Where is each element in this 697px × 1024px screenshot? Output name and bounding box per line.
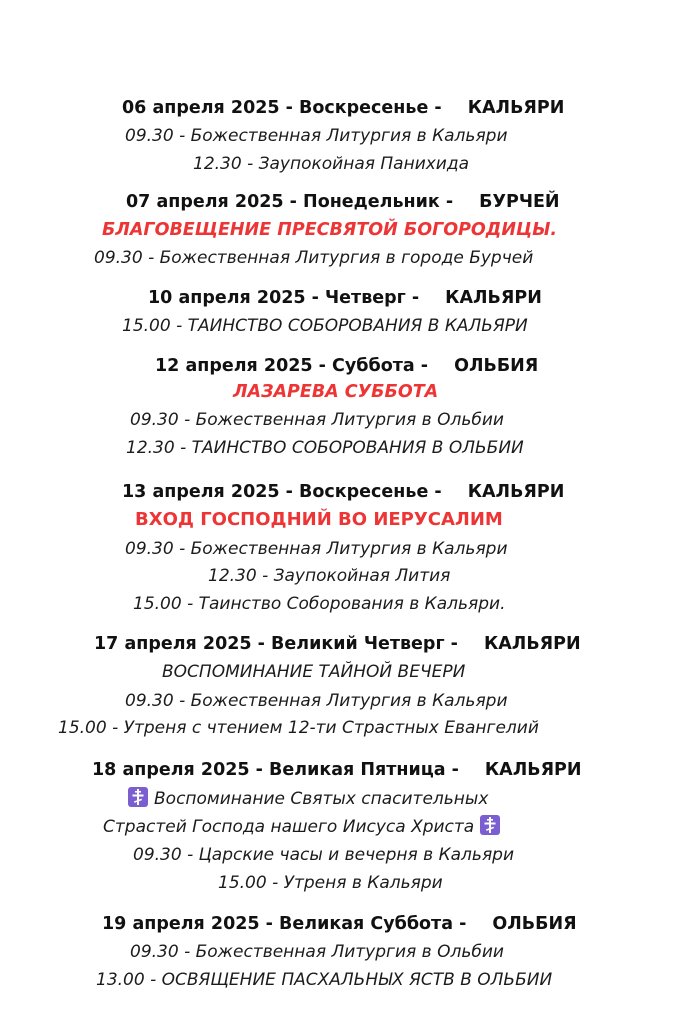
entry-6-service-2: 15.00 - Утреня с чтением 12-ти Страстных Евангелий xyxy=(58,718,539,738)
entry-8-city: ОЛЬБИЯ xyxy=(492,914,577,934)
entry-6-header xyxy=(94,632,581,656)
entry-6-service-1: 09.30 - Божественная Литургия в Кальяри xyxy=(125,691,508,711)
entry-5-service-1: 09.30 - Божественная Литургия в Кальяри xyxy=(125,539,508,559)
entry-5-service-2: 12.30 - Заупокойная Лития xyxy=(208,566,451,586)
entry-3-header xyxy=(148,286,542,310)
entry-4-service-1: 09.30 - Божественная Литургия в Ольбии xyxy=(130,410,504,430)
entry-5-date: 13 апреля 2025 - Воскресенье - xyxy=(122,482,442,502)
entry-5-city: КАЛЬЯРИ xyxy=(467,482,565,502)
entry-2-header xyxy=(126,190,560,214)
entry-4-date: 12 апреля 2025 - Суббота - xyxy=(155,356,429,376)
entry-7-service-1: 09.30 - Царские часы и вечерня в Кальяри xyxy=(133,845,515,865)
entry-2-service-1: 09.30 - Божественная Литургия в городе Бурчей xyxy=(94,248,534,268)
entry-6-city: КАЛЬЯРИ xyxy=(483,634,581,654)
entry-1-date: 06 апреля 2025 - Воскресенье - xyxy=(122,98,442,118)
entry-4-feast: ЛАЗАРЕВА СУББОТА xyxy=(233,382,439,402)
entry-3-date: 10 апреля 2025 - Четверг - xyxy=(148,288,420,308)
entry-1-city: КАЛЬЯРИ xyxy=(467,98,565,118)
orthodox-cross-icon xyxy=(480,815,500,835)
entry-7-feast-text-2: Страстей Господа нашего Иисуса Христа xyxy=(103,817,475,837)
entry-2-city: БУРЧЕЙ xyxy=(479,192,560,212)
page-title-line-1 xyxy=(45,18,697,44)
entry-7-service-2: 15.00 - Утреня в Кальяри xyxy=(218,873,443,893)
entry-6-date: 17 апреля 2025 - Великий Четверг - xyxy=(94,634,458,654)
entry-4-city: ОЛЬБИЯ xyxy=(454,356,539,376)
orthodox-cross-icon xyxy=(128,787,148,807)
entry-8-header xyxy=(102,912,577,936)
entry-6-feast: ВОСПОМИНАНИЕ ТАЙНОЙ ВЕЧЕРИ xyxy=(162,662,466,682)
entry-3-city: КАЛЬЯРИ xyxy=(445,288,542,308)
entry-7-feast-text-1: Воспоминание Святых спасительных xyxy=(154,789,489,809)
entry-7-city: КАЛЬЯРИ xyxy=(484,760,582,780)
entry-3-service-1: 15.00 - ТАИНСТВО СОБОРОВАНИЯ В КАЛЬЯРИ xyxy=(122,316,528,336)
entry-8-service-1: 09.30 - Божественная Литургия в Ольбии xyxy=(130,942,504,962)
entry-2-feast: БЛАГОВЕЩЕНИЕ ПРЕСВЯТОЙ БОГОРОДИЦЫ. xyxy=(102,220,558,240)
entry-1-service-1: 09.30 - Божественная Литургия в Кальяри xyxy=(125,126,508,146)
entry-5-header xyxy=(122,480,564,504)
entry-1-header xyxy=(122,96,564,120)
entry-8-service-2: 13.00 - ОСВЯЩЕНИЕ ПАСХАЛЬНЫХ ЯСТВ В ОЛЬБИИ xyxy=(96,970,553,990)
entry-1-service-2: 12.30 - Заупокойная Панихида xyxy=(193,154,470,174)
entry-7-header xyxy=(92,758,582,782)
entry-7-feast-line-2 xyxy=(103,815,500,839)
entry-2-date: 07 апреля 2025 - Понедельник - xyxy=(126,192,454,212)
entry-7-date: 18 апреля 2025 - Великая Пятница - xyxy=(92,760,459,780)
page-title-line-2 xyxy=(184,56,697,82)
entry-7-feast-line-1 xyxy=(128,787,488,811)
entry-5-service-3: 15.00 - Таинство Соборования в Кальяри. xyxy=(133,594,506,614)
entry-4-header xyxy=(155,354,538,378)
entry-4-service-2: 12.30 - ТАИНСТВО СОБОРОВАНИЯ В ОЛЬБИИ xyxy=(126,438,524,458)
entry-5-feast: ВХОД ГОСПОДНИЙ ВО ИЕРУСАЛИМ xyxy=(135,509,503,530)
entry-8-date: 19 апреля 2025 - Великая Суббота - xyxy=(102,914,467,934)
